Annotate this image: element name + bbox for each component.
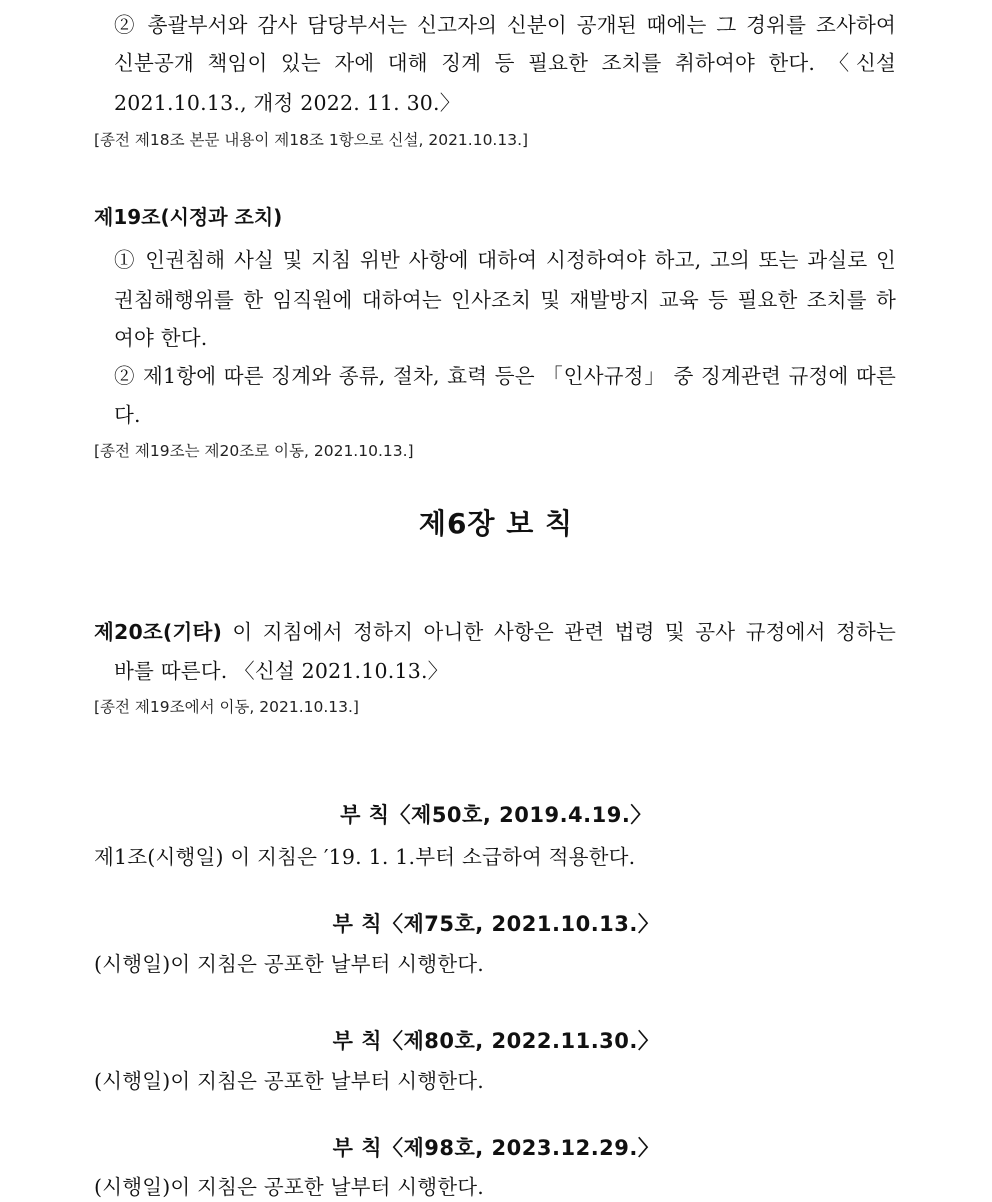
article-19-paragraph-2-line-2: 다. — [114, 403, 141, 427]
article-20-history-note: [종전 제19조에서 이동, 2021.10.13.] — [94, 698, 359, 716]
article-19-paragraph-2-line-1: ② 제1항에 따른 징계와 종류, 절차, 효력 등은 「인사규정」 중 징계관련 규정에 따른 — [114, 364, 896, 388]
addendum-1-title: 부 칙〈제50호, 2019.4.19.〉 — [340, 803, 652, 827]
article-19-paragraph-1-line-1: ① 인권침해 사실 및 지침 위반 사항에 대하여 시정하여야 하고, 고의 또는 과실로 인 — [114, 248, 896, 272]
article-20-text-line-1: 이 지침에서 정하지 아니한 사항은 관련 법령 및 공사 규정에서 정하는 — [222, 620, 896, 644]
article-18-history-note: [종전 제18조 본문 내용이 제18조 1항으로 신설, 2021.10.13.] — [94, 131, 529, 149]
article-19-heading: 제19조(시정과 조치) — [94, 205, 283, 229]
chapter-6-title: 제6장 보 칙 — [418, 507, 574, 540]
addendum-3-title: 부 칙〈제80호, 2022.11.30.〉 — [332, 1029, 660, 1053]
article-20-heading: 제20조(기타) — [94, 620, 223, 644]
article-19-paragraph-1-line-2: 권침해행위를 한 임직원에 대하여는 인사조치 및 재발방지 교육 등 필요한 조치를 하 — [114, 288, 896, 312]
article-20-text-line-2: 바를 따른다. 〈신설 2021.10.13.〉 — [114, 659, 449, 683]
addendum-3-text: (시행일)이 지침은 공포한 날부터 시행한다. — [94, 1069, 485, 1093]
addendum-2-text: (시행일)이 지침은 공포한 날부터 시행한다. — [94, 952, 485, 976]
article-18-paragraph-2-line-1: ② 총괄부서와 감사 담당부서는 신고자의 신분이 공개된 때에는 그 경위를 조사하여 — [114, 13, 896, 37]
addendum-4-text: (시행일)이 지침은 공포한 날부터 시행한다. — [94, 1175, 485, 1199]
article-19-paragraph-1-line-3: 여야 한다. — [114, 326, 208, 350]
addendum-4-title: 부 칙〈제98호, 2023.12.29.〉 — [332, 1136, 660, 1160]
addendum-1-text: 제1조(시행일) 이 지침은 ′19. 1. 1.부터 소급하여 적용한다. — [94, 845, 636, 869]
article-18-paragraph-2-line-2: 신분공개 책임이 있는 자에 대해 징계 등 필요한 조치를 취하여야 한다. 〈신설 — [114, 51, 896, 75]
article-19-history-note: [종전 제19조는 제20조로 이동, 2021.10.13.] — [94, 442, 414, 460]
addendum-2-title: 부 칙〈제75호, 2021.10.13.〉 — [332, 912, 660, 936]
article-18-paragraph-2-line-3: 2021.10.13., 개정 2022. 11. 30.〉 — [114, 91, 461, 115]
article-20-line-1 — [94, 615, 896, 645]
